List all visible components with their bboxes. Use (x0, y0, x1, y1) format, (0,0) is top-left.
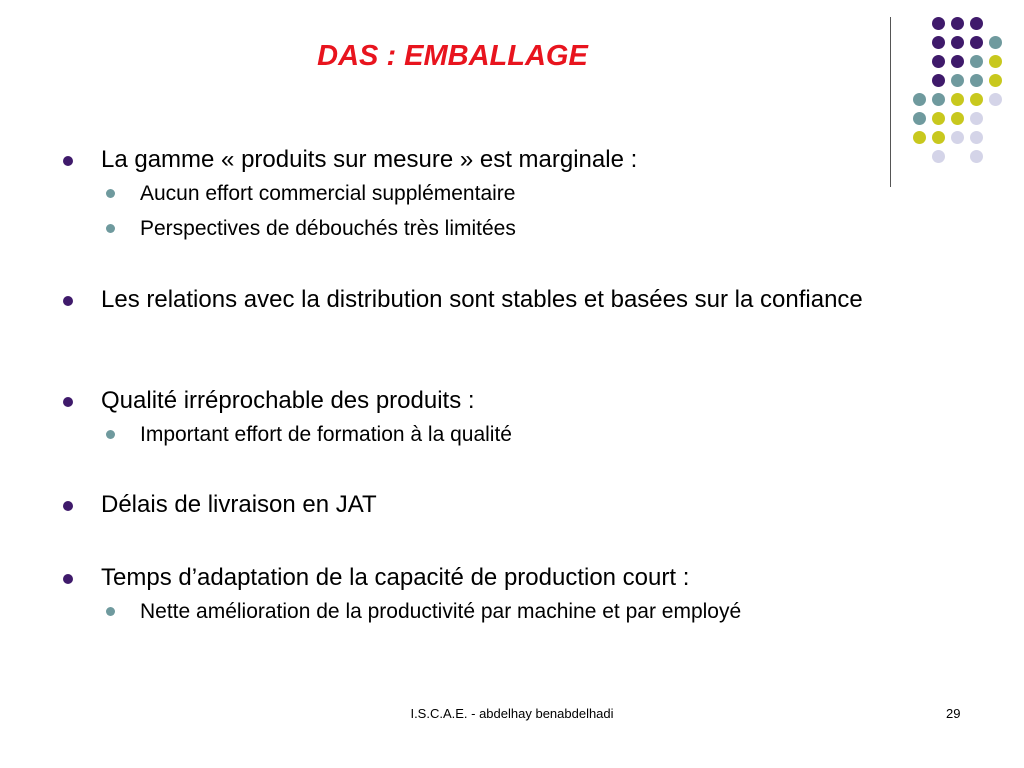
bullet-text: Qualité irréprochable des produits : (101, 387, 475, 414)
bullet-marker (63, 156, 73, 166)
bullet-item (101, 387, 941, 415)
page-number: 29 (946, 706, 961, 721)
bullet-text: Temps d’adaptation de la capacité de production court : (101, 564, 690, 591)
sub-bullet-marker (106, 430, 115, 439)
sub-bullet-text: Perspectives de débouchés très limitées (140, 217, 516, 240)
sub-bullet-marker (106, 607, 115, 616)
bullet-marker (63, 574, 73, 584)
bullet-marker (63, 501, 73, 511)
bullet-item (101, 491, 941, 519)
sub-bullet-item (140, 216, 990, 241)
bullet-marker (63, 397, 73, 407)
bullet-item (101, 286, 941, 314)
sub-bullet-item (140, 181, 990, 206)
slide-title: DAS : EMBALLAGE (317, 40, 588, 72)
sub-bullet-text: Nette amélioration de la productivité par machine et par employé (140, 600, 742, 623)
sub-bullet-item (140, 422, 990, 447)
bullet-text: La gamme « produits sur mesure » est marginale : (101, 146, 638, 173)
sub-bullet-marker (106, 189, 115, 198)
bullet-text: Les relations avec la distribution sont stables et basées sur la confiance (101, 286, 863, 313)
footer-author: I.S.C.A.E. - abdelhay benabdelhadi (410, 706, 614, 721)
bullet-marker (63, 296, 73, 306)
bullet-item (101, 564, 941, 592)
sub-bullet-marker (106, 224, 115, 233)
sub-bullet-item (140, 599, 990, 624)
sub-bullet-text: Aucun effort commercial supplémentaire (140, 182, 516, 205)
bullet-item (101, 146, 941, 174)
sub-bullet-text: Important effort de formation à la qualité (140, 423, 512, 446)
bullet-text: Délais de livraison en JAT (101, 491, 377, 518)
